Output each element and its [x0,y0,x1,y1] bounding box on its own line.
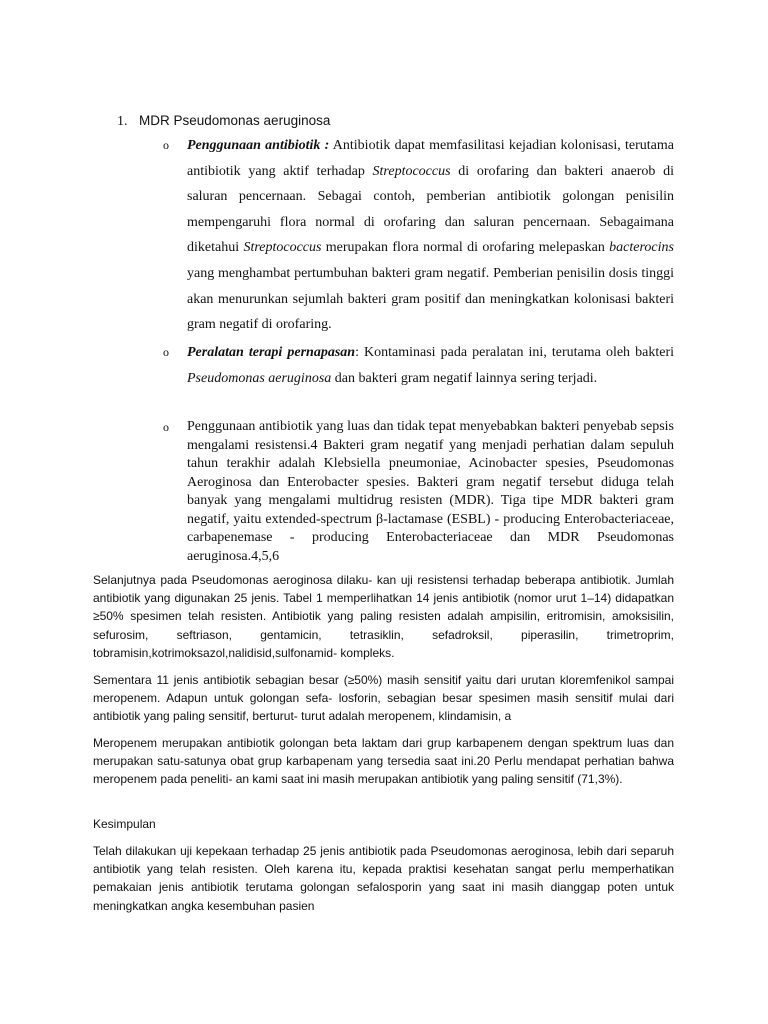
bullet-lead: Peralatan terapi pernapasan [187,345,356,360]
bullet-penggunaan-luas [163,418,674,566]
bullet-text: Penggunaan antibiotik yang luas dan tidak tepat menyebabkan bakteri penyebab sepsis mengalami resistensi.4 Bakteri gram negatif yang menjadi perhatian dalam sepuluh tahun terakhir adalah Klebsiella pneumoniae, Acinobacter spesies, Pseudomonas Aeroginosa dan Enterobacter spesies. Bakteri gram negatif tersebut diduga telah banyak yang mengalami multidrug resisten (MDR). Tiga tipe MDR bakteri gram negatif, yaitu extended-spectrum β-lactamase (ESBL) - producing Enterobacteriaceae, carbapenemase - producing Enterobacteriaceae dan MDR Pseudomonas aeruginosa.4,5,6 [187,419,674,564]
bullet-lead: Penggunaan antibiotik : [187,138,330,153]
paragraph-resistensi: Selanjutnya pada Pseudomonas aeroginosa dilaku- kan uji resistensi terhadap beberapa antibiotik. Jumlah antibiotik yang digunakan 25 jenis. Tabel 1 memperlihatkan 14 jenis antibiotik (nomor urut 1–14) didapatkan ≥50% spesimen telah resisten. Antibiotik yang paling resisten adalah ampisilin, eritromisin, amoksisilin, sefurosim, seftriason, gentamicin, tetrasiklin, sefadroksil, piperasilin, trimetroprim, tobramisin,kotrimoksazol,nalidisid,sulfonamid- kompleks. [93,573,674,660]
bullet-marker: o [163,345,169,359]
bullet-text: dan bakteri gram negatif lainnya sering terjadi. [331,370,598,386]
bullet-penggunaan-antibiotik [163,133,674,338]
bullet-italic-term: Streptococcus [243,240,322,256]
paragraph-meropenem: Meropenem merupakan antibiotik golongan beta laktam dari grup karbapenem dengan spektrum luas dan merupakan satu-satunya obat grup karbapenam yang tersedia saat ini.20 Perlu mendapat perhatian bahwa meropenem pada peneliti- an kami saat ini masih merupakan antibiotik yang paling sensitif (71,3%). [93,736,674,787]
bullet-text: : Kontaminasi pada peralatan ini, terutama oleh bakteri [355,345,674,360]
bullet-italic-term: bacterocins [609,240,674,256]
bullet-marker: o [163,138,169,152]
bullet-text: merupakan flora normal di orofaring melepaskan [321,240,610,256]
bullet-italic-term: Streptococcus [372,163,451,179]
section-number: 1. [117,114,128,129]
bullet-marker: o [163,420,169,434]
section-title: MDR Pseudomonas aeruginosa [139,113,331,128]
section-heading [117,112,330,131]
kesimpulan-heading: Kesimpulan [93,817,156,831]
bullet-italic-term: Pseudomonas aeruginosa [187,370,332,386]
bullet-peralatan-terapi [163,340,674,391]
bullet-text: di orofaring dan bakteri anaerob di saluran pencernaan. Sebagai contoh, pemberian antibiotik golongan penisilin mempengaruhi flora normal di orofaring dan saluran pencernaan. Sebagaimana diketahui [187,163,674,256]
bullet-text: Antibiotik dapat memfasilitasi kejadian kolonisasi, terutama antibiotik yang aktif terhadap [187,138,674,179]
paragraph-sensitif: Sementara 11 jenis antibiotik sebagian besar (≥50%) masih sensitif yaitu dari urutan kloremfenikol sampai meropenem. Adapun untuk golongan sefa- losforin, sebagian besar spesimen masih sensitif mulai dari antibiotik yang paling sensitif, berturut- turut adalah meropenem, klindamisin, a [93,673,674,724]
bullet-text: yang menghambat pertumbuhan bakteri gram negatif. Pemberian penisilin dosis tinggi akan menurunkan sejumlah bakteri gram positif dan meningkatkan kolonisasi bakteri gram negatif di orofaring. [187,265,674,333]
paragraph-kesimpulan: Telah dilakukan uji kepekaan terhadap 25 jenis antibiotik pada Pseudomonas aeroginosa, lebih dari separuh antibiotik yang telah resisten. Oleh karena itu, kepada praktisi kesehatan sangat perlu memperhatikan pemakaian jenis antibiotik terutama golongan sefalosporin yang saat ini masih dianggap poten untuk meningkatkan angka kesembuhan pasien [93,844,674,913]
